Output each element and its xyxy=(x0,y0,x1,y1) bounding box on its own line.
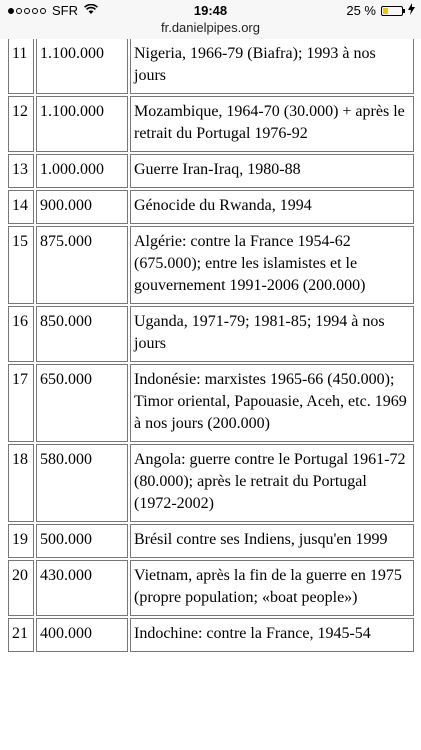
address-bar[interactable] xyxy=(0,20,421,38)
deaths-cell: 500.000 xyxy=(36,524,128,558)
battery-status xyxy=(346,3,415,18)
table-row xyxy=(8,226,414,304)
description-cell: Angola: guerre contre le Portugal 1961-72 (80.000); après le retrait du Portugal (1972-2002) xyxy=(130,444,414,522)
description-cell: Brésil contre ses Indiens, jusqu'en 1999 xyxy=(130,524,414,558)
deaths-cell: 580.000 xyxy=(36,444,128,522)
table-row xyxy=(8,618,414,652)
battery-icon xyxy=(381,6,403,16)
rank-cell: 14 xyxy=(8,190,34,224)
table-row xyxy=(8,39,414,94)
description-cell: Algérie: contre la France 1954-62 (675.000); entre les islamistes et le gouvernement 1991-2006 (200.000) xyxy=(130,226,414,304)
deaths-cell: 430.000 xyxy=(36,560,128,616)
description-cell: Génocide du Rwanda, 1994 xyxy=(130,190,414,224)
carrier-name: SFR xyxy=(52,3,78,18)
rank-cell: 13 xyxy=(8,154,34,188)
clock: 19:48 xyxy=(193,3,228,18)
rank-cell: 16 xyxy=(8,306,34,362)
battery-percent: 25 % xyxy=(346,3,376,18)
description-cell: Uganda, 1971-79; 1981-85; 1994 à nos jours xyxy=(130,306,414,362)
rank-cell: 21 xyxy=(8,618,34,652)
table-row xyxy=(8,306,414,362)
rank-cell: 11 xyxy=(8,39,34,94)
web-content xyxy=(0,39,421,750)
deaths-cell: 900.000 xyxy=(36,190,128,224)
table-row xyxy=(8,96,414,152)
description-cell: Indonésie: marxistes 1965-66 (450.000); Timor oriental, Papouasie, Aceh, etc. 1969 à nos jours (200.000) xyxy=(130,364,414,442)
table-row xyxy=(8,364,414,442)
rank-cell: 20 xyxy=(8,560,34,616)
rank-cell: 19 xyxy=(8,524,34,558)
status-bar xyxy=(0,0,421,20)
description-cell: Mozambique, 1964-70 (30.000) + après le retrait du Portugal 1976-92 xyxy=(130,96,414,152)
rank-cell: 12 xyxy=(8,96,34,152)
table-body xyxy=(8,39,414,652)
description-cell: Indochine: contre la France, 1945-54 xyxy=(130,618,414,652)
table-row xyxy=(8,154,414,188)
casualties-table xyxy=(6,39,416,654)
deaths-cell: 650.000 xyxy=(36,364,128,442)
url-text[interactable]: fr.danielpipes.org xyxy=(160,20,260,35)
deaths-cell: 1.000.000 xyxy=(36,154,128,188)
deaths-cell: 1.100.000 xyxy=(36,96,128,152)
table-row xyxy=(8,190,414,224)
table-row xyxy=(8,524,414,558)
deaths-cell: 850.000 xyxy=(36,306,128,362)
table-row xyxy=(8,560,414,616)
rank-cell: 18 xyxy=(8,444,34,522)
rank-cell: 15 xyxy=(8,226,34,304)
deaths-cell: 875.000 xyxy=(36,226,128,304)
rank-cell: 17 xyxy=(8,364,34,442)
description-cell: Vietnam, après la fin de la guerre en 1975 (propre population; «boat people») xyxy=(130,560,414,616)
deaths-cell: 1.100.000 xyxy=(36,39,128,94)
description-cell: Nigeria, 1966-79 (Biafra); 1993 à nos jours xyxy=(130,39,414,94)
description-cell: Guerre Iran-Iraq, 1980-88 xyxy=(130,154,414,188)
deaths-cell: 400.000 xyxy=(36,618,128,652)
table-row xyxy=(8,444,414,522)
charging-bolt-icon xyxy=(408,3,415,18)
